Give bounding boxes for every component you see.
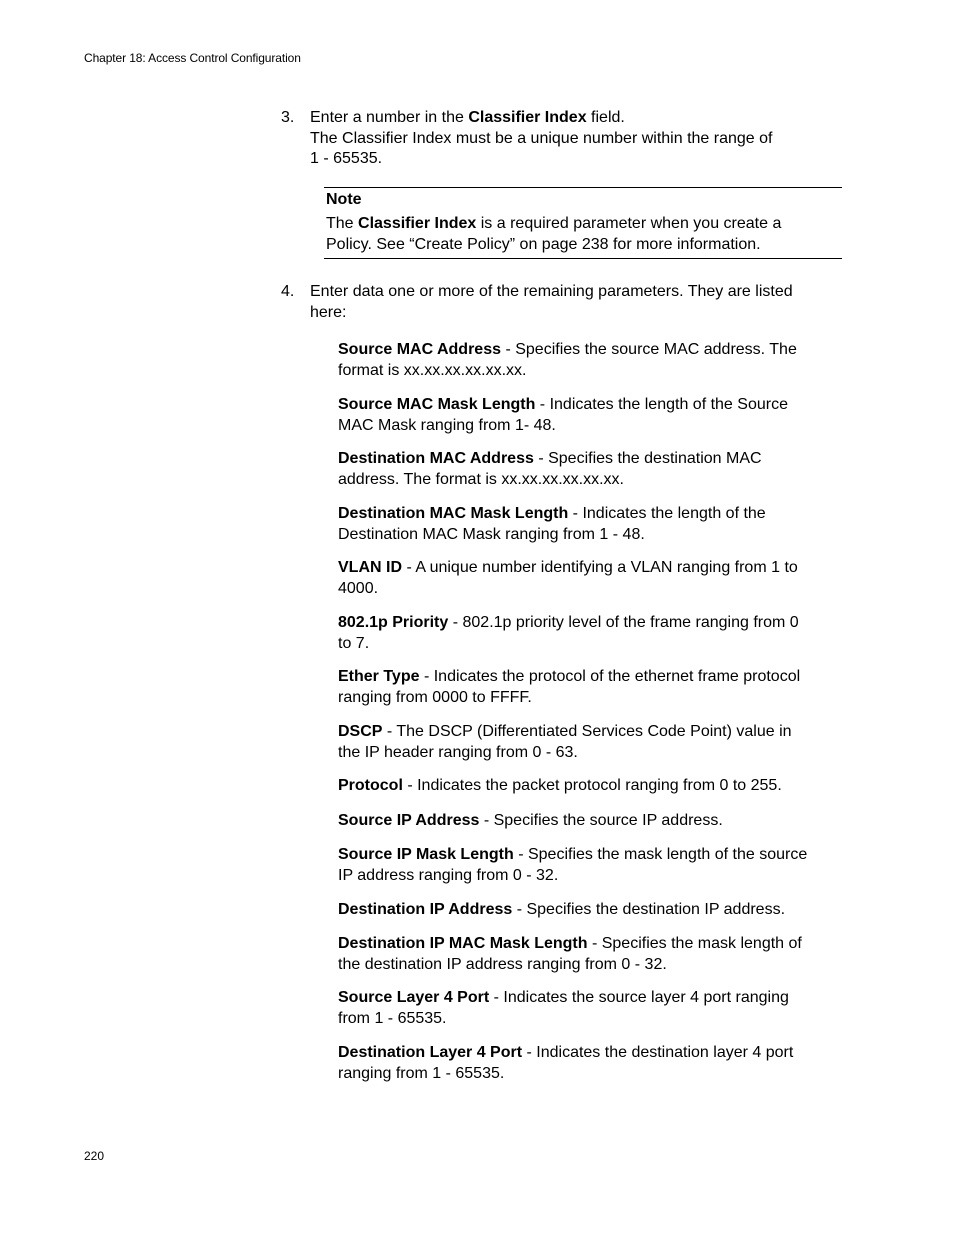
step-line [310,108,841,129]
parameter-name: Source IP Address [338,812,480,829]
parameter-name: DSCP [338,723,383,740]
parameter-item [338,613,842,654]
parameter-desc: - 802.1p priority level of the frame ranging from 0 [448,614,799,631]
param-line [338,900,842,921]
param-line [338,811,842,832]
step-line: Enter data one or more of the remaining parameters. They are listed [310,283,793,300]
parameter-item [338,340,842,381]
parameter-desc: - Indicates the packet protocol ranging from 0 to 255. [402,777,782,794]
field-name: Classifier Index [468,109,587,126]
step-4 [281,282,841,323]
parameter-item [338,845,842,886]
param-line [338,340,842,361]
parameter-desc: - Specifies the mask length of the source [513,846,808,863]
parameter-name: Protocol [338,777,403,794]
parameter-desc: - Specifies the destination MAC [533,450,762,467]
parameter-item [338,722,842,763]
parameter-name: Destination MAC Address [338,450,534,467]
running-header: Chapter 18: Access Control Configuration [84,51,301,65]
parameter-desc: - The DSCP (Differentiated Services Code Point) value in [382,723,792,740]
parameter-desc: - Indicates the length of the [568,505,766,522]
parameter-name: Source MAC Address [338,341,501,358]
param-line: to 7. [338,634,370,652]
parameter-name: Source Layer 4 Port [338,989,490,1006]
parameter-name: Destination IP MAC Mask Length [338,935,588,952]
step-line: here: [310,303,347,321]
parameter-item [338,900,842,921]
parameter-item [338,395,842,436]
param-line: address. The format is xx.xx.xx.xx.xx.xx. [338,470,624,488]
step-line: The Classifier Index must be a unique number within the range of [310,129,773,147]
note-title: Note [326,191,362,208]
parameter-name: Destination IP Address [338,901,513,918]
param-line: format is xx.xx.xx.xx.xx.xx. [338,361,527,379]
parameter-name: Destination MAC Mask Length [338,505,569,522]
parameter-desc: - Specifies the source IP address. [479,812,723,829]
note-text-part: is a required parameter when you create a [476,215,782,232]
parameter-desc: - Indicates the source layer 4 port ranging [489,989,789,1006]
parameter-name: Source MAC Mask Length [338,396,536,413]
parameter-name: Ether Type [338,668,420,685]
param-line: Destination MAC Mask ranging from 1 - 48. [338,525,645,543]
param-line [338,1043,842,1064]
parameter-item [338,449,842,490]
param-line: the destination IP address ranging from 0 - 32. [338,955,667,973]
page-number: 220 [84,1149,105,1163]
param-line: from 1 - 65535. [338,1009,447,1027]
parameter-item [338,776,842,797]
parameter-item [338,934,842,975]
param-line [338,395,842,416]
parameter-item [338,667,842,708]
param-line [338,667,842,688]
note-line [326,214,836,235]
parameter-desc: - A unique number identifying a VLAN ranging from 1 to [402,559,798,576]
parameter-desc: - Specifies the mask length of [587,935,802,952]
param-line [338,449,842,470]
parameter-desc: - Specifies the destination IP address. [512,901,786,918]
param-line: MAC Mask ranging from 1- 48. [338,416,556,434]
param-line [338,504,842,525]
parameter-desc: - Indicates the protocol of the ethernet frame protocol [419,668,801,685]
parameter-item [338,558,842,599]
note-line: Policy. See “Create Policy” on page 238 for more information. [326,235,761,253]
step-number: 3. [281,109,295,126]
param-line: ranging from 0000 to FFFF. [338,688,532,706]
parameter-name: VLAN ID [338,559,402,576]
parameter-item [338,504,842,545]
step-number: 4. [281,283,295,300]
param-line: ranging from 1 - 65535. [338,1064,505,1082]
param-line [338,988,842,1009]
step-text: Enter a number in the [310,109,469,126]
parameter-item [338,988,842,1029]
parameter-item [338,811,842,832]
parameter-name: 802.1p Priority [338,614,449,631]
field-name: Classifier Index [358,215,477,232]
note-text [326,214,836,255]
parameter-desc: - Specifies the source MAC address. The [501,341,797,358]
parameter-name: Source IP Mask Length [338,846,514,863]
param-line [338,776,842,797]
param-line [338,845,842,866]
param-line [338,722,842,743]
parameter-desc: - Indicates the length of the Source [535,396,788,413]
parameter-name: Destination Layer 4 Port [338,1044,523,1061]
param-line [338,558,842,579]
parameter-item [338,1043,842,1084]
step-line: 1 - 65535. [310,150,383,167]
param-line [338,613,842,634]
parameter-desc: - Indicates the destination layer 4 port [522,1044,794,1061]
step-text: field. [586,109,625,126]
param-line: IP address ranging from 0 - 32. [338,866,559,884]
param-line [338,934,842,955]
note-text-part: The [326,215,359,232]
param-line: the IP header ranging from 0 - 63. [338,743,578,761]
step-3 [281,108,841,170]
step-body [310,282,841,323]
param-line: 4000. [338,579,379,597]
note-box [324,187,842,259]
step-body [310,108,841,170]
